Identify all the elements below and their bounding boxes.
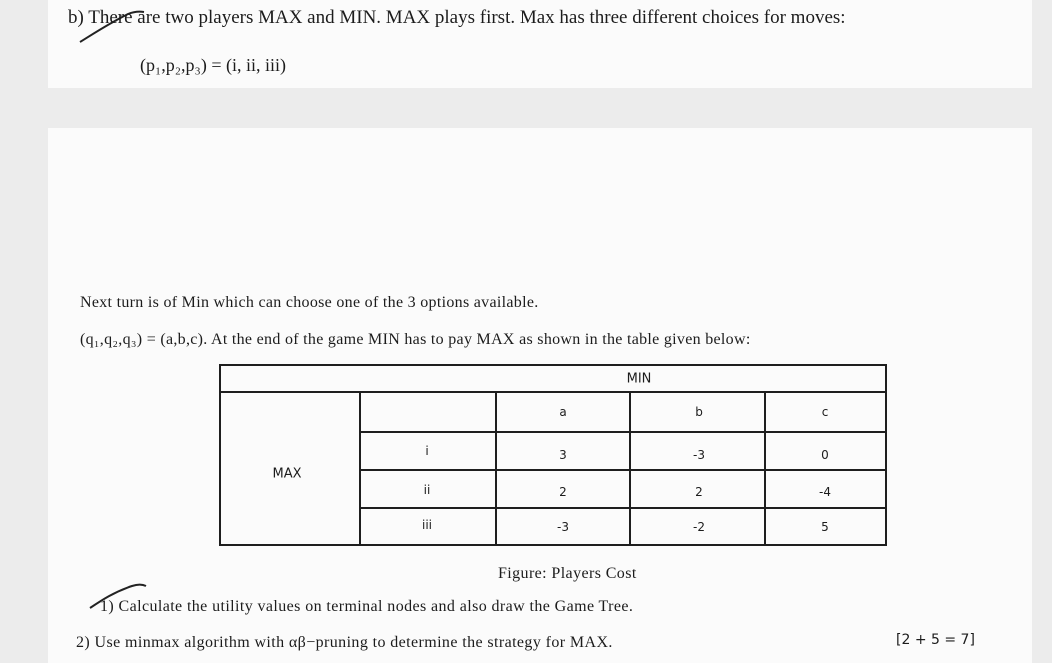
row-label-i: i [425, 444, 429, 458]
task-1: 1) Calculate the utility values on terminal nodes and also draw the Game Tree. [100, 598, 634, 615]
table-cell: -3 [557, 520, 569, 534]
table-cell: 2 [559, 485, 567, 499]
column-header-b: b [695, 405, 703, 419]
table-cell: -4 [819, 485, 831, 499]
max-header: MAX [272, 466, 302, 482]
row-label-ii: ii [423, 483, 431, 497]
table-cell: 0 [821, 448, 829, 462]
table-cell: -2 [693, 520, 705, 534]
marks-label: [2 + 5 = 7] [896, 632, 975, 648]
table-cell: 3 [559, 448, 567, 462]
figure-caption: Figure: Players Cost [498, 565, 637, 582]
table-cell: 2 [695, 485, 703, 499]
column-header-a: a [559, 405, 567, 419]
min-moves-text: (q₁,q₂,q₃) = (a,b,c). At the end of the game MIN has to pay MAX as shown in the table given below: [80, 331, 751, 348]
row-label-iii: iii [421, 518, 433, 532]
table-cell: 5 [821, 520, 829, 534]
max-moves-tuple: (p₁,p₂,p₃) = (i, ii, iii) [140, 55, 286, 75]
min-header: MIN [626, 371, 652, 387]
column-header-c: c [821, 405, 829, 419]
task-2: 2) Use minmax algorithm with αβ−pruning to determine the strategy for MAX. [76, 634, 613, 651]
table-cell: -3 [693, 448, 705, 462]
min-turn-text: Next turn is of Min which can choose one of the 3 options available. [80, 294, 539, 311]
question-intro: b) There are two players MAX and MIN. MAX plays first. Max has three different choices for moves: [68, 7, 846, 28]
payoff-table [219, 364, 887, 546]
